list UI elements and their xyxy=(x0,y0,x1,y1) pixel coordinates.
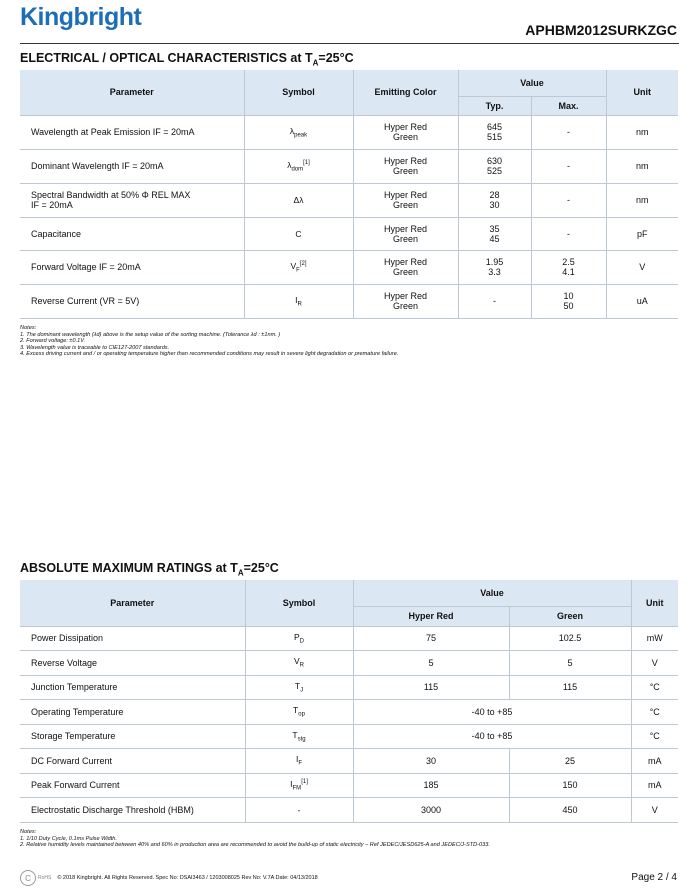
typ-value-cell-line1: - xyxy=(493,296,496,306)
symbol-cell xyxy=(245,798,353,823)
symbol-subscript: D xyxy=(299,638,304,645)
symbol-base: V xyxy=(293,656,300,667)
emitting-color-cell-line1: Hyper Red xyxy=(383,122,428,132)
emitting-color-cell-lines xyxy=(354,224,458,244)
rohs-label: RoHS xyxy=(38,875,52,881)
value-merged-cell: -40 to +85 xyxy=(353,700,631,725)
hyper-red-value-cell: 5 xyxy=(353,651,509,676)
emitting-color-cell-line2: Green xyxy=(392,267,418,277)
footer xyxy=(20,870,318,886)
emitting-color-cell xyxy=(353,284,458,318)
compliance-circle-icon: C xyxy=(20,870,36,886)
table-row xyxy=(20,149,678,183)
table-row xyxy=(20,798,678,823)
emitting-color-cell-line2: Green xyxy=(392,301,418,311)
max-value-cell-lines xyxy=(532,127,606,137)
parameter-cell: Storage Temperature xyxy=(20,724,245,749)
parameter-cell: Peak Forward Current xyxy=(20,773,245,798)
header-divider xyxy=(20,43,679,44)
typ-value-cell-line2: 515 xyxy=(486,132,503,142)
parameter-cell-line1: Spectral Bandwidth at 50% Φ REL MAX xyxy=(31,190,191,200)
unit-cell: nm xyxy=(606,183,678,217)
max-value-cell-line1: - xyxy=(567,195,570,205)
symbol-base: I xyxy=(295,754,299,765)
unit-cell: mA xyxy=(631,749,678,774)
emitting-color-cell-line1: Hyper Red xyxy=(383,257,428,267)
symbol-superscript: [2] xyxy=(299,260,307,267)
kingbright-logo: Kingbright xyxy=(20,3,142,31)
max-value-cell xyxy=(531,149,606,183)
col-header-color: Emitting Color xyxy=(353,70,458,115)
hyper-red-value-cell: 115 xyxy=(353,675,509,700)
typ-value-cell-line1: 35 xyxy=(489,223,500,234)
max-value-cell xyxy=(531,115,606,149)
unit-cell: °C xyxy=(631,675,678,700)
symbol-subscript: F xyxy=(298,761,303,768)
col-header-green: Green xyxy=(509,606,631,626)
symbol-superscript: [1] xyxy=(303,159,310,166)
emitting-color-cell-lines xyxy=(354,156,458,176)
typ-value-cell-line2: 30 xyxy=(489,200,500,210)
page-number: Page 2 / 4 xyxy=(631,872,677,883)
eo-notes xyxy=(20,325,398,358)
col-header-value: Value xyxy=(353,580,631,606)
unit-cell: V xyxy=(606,250,678,284)
unit-cell: mW xyxy=(631,626,678,651)
symbol-cell xyxy=(244,115,353,149)
green-value-cell: 5 xyxy=(509,651,631,676)
emitting-color-cell xyxy=(353,115,458,149)
symbol-base: P xyxy=(293,631,300,642)
symbol-base: V xyxy=(290,260,297,271)
symbol-cell xyxy=(245,700,353,725)
green-value-cell: 450 xyxy=(509,798,631,823)
unit-cell: nm xyxy=(606,115,678,149)
emitting-color-cell-lines xyxy=(354,122,458,142)
emitting-color-cell xyxy=(353,183,458,217)
typ-value-cell xyxy=(458,217,531,250)
typ-value-cell xyxy=(458,183,531,217)
parameter-cell: Junction Temperature xyxy=(20,675,245,700)
symbol-subscript: R xyxy=(297,301,302,308)
amr-notes xyxy=(20,829,490,849)
parameter-cell xyxy=(20,250,244,284)
parameter-cell-lines xyxy=(31,161,244,171)
emitting-color-cell-line2: Green xyxy=(392,233,418,244)
green-value-cell: 25 xyxy=(509,749,631,774)
symbol-subscript: op xyxy=(298,712,305,719)
typ-value-cell xyxy=(458,284,531,318)
parameter-cell xyxy=(20,183,244,217)
note-line: 4. Excess driving current and / or operating temperature higher than recommended conditions may result in severe light degradation or premature failure. xyxy=(20,351,399,357)
symbol-base: T xyxy=(294,680,301,691)
unit-cell: V xyxy=(631,798,678,823)
note-line: 3. Wavelength value is traceable to CIE127-2007 standards. xyxy=(20,344,170,351)
col-header-parameter: Parameter xyxy=(20,580,245,626)
note-line: Notes: xyxy=(20,829,37,835)
symbol-cell xyxy=(245,651,353,676)
symbol-cell xyxy=(245,773,353,798)
parameter-cell: Reverse Voltage xyxy=(20,651,245,676)
symbol-cell xyxy=(244,183,353,217)
table-row xyxy=(20,626,678,651)
unit-cell: V xyxy=(631,651,678,676)
symbol-subscript: R xyxy=(299,663,304,670)
table-row xyxy=(20,284,678,318)
note-line: Notes: xyxy=(20,325,37,331)
symbol-base: I xyxy=(295,294,298,305)
emitting-color-cell xyxy=(353,250,458,284)
max-value-cell xyxy=(531,284,606,318)
table-row xyxy=(20,749,678,774)
absolute-max-ratings-table xyxy=(20,580,678,823)
typ-value-cell-lines xyxy=(459,257,531,277)
col-header-unit: Unit xyxy=(631,580,678,626)
symbol-cell xyxy=(245,724,353,749)
typ-value-cell-line1: 28 xyxy=(489,190,500,200)
symbol-superscript: [1] xyxy=(301,779,308,786)
emitting-color-cell-line1: Hyper Red xyxy=(383,156,428,166)
symbol-subscript: FM xyxy=(292,785,302,792)
green-value-cell: 150 xyxy=(509,773,631,798)
eo-section-title: ELECTRICAL / OPTICAL CHARACTERISTICS at $T_A=25^\circ C$ xyxy=(20,51,354,68)
max-value-cell-line2: 50 xyxy=(563,301,574,311)
max-value-cell-lines xyxy=(532,195,606,205)
typ-value-cell-line1: 645 xyxy=(486,122,503,132)
note-line: 2. Relative humidity levels maintained between 40% and 60% in production area are recommended to avoid the build-up of static electricity – Ref JEDEC/JESD625-A and JEDEC/J-STD-033. xyxy=(20,842,490,848)
typ-value-cell xyxy=(458,149,531,183)
unit-cell: °C xyxy=(631,700,678,725)
parameter-cell xyxy=(20,217,244,250)
typ-value-cell-line2: 45 xyxy=(489,233,500,244)
parameter-cell-line1: Reverse Current (VR = 5V) xyxy=(31,296,140,306)
unit-cell: °C xyxy=(631,724,678,749)
parameter-cell-lines xyxy=(31,296,244,306)
table-row xyxy=(20,700,678,725)
symbol-cell xyxy=(245,749,353,774)
typ-value-cell xyxy=(458,115,531,149)
typ-value-cell xyxy=(458,250,531,284)
electrical-optical-table xyxy=(20,70,678,319)
symbol-cell xyxy=(244,149,353,183)
typ-value-cell-lines xyxy=(459,190,531,210)
symbol-base: T xyxy=(292,729,298,740)
typ-value-cell-line2: 3.3 xyxy=(488,267,501,277)
max-value-cell-lines xyxy=(532,161,606,171)
emitting-color-cell-line2: Green xyxy=(392,166,418,176)
table-row xyxy=(20,115,678,149)
symbol-base: λ xyxy=(287,159,292,170)
symbol-cell xyxy=(245,675,353,700)
max-value-cell-lines xyxy=(532,229,606,239)
symbol-base: Δλ xyxy=(293,195,304,205)
parameter-cell-lines xyxy=(31,262,244,272)
typ-value-cell-lines xyxy=(459,122,531,142)
note-line: 1. The dominant wavelength (λd) above is the setup value of the sorting machine. (Tolerance λd : ±1nm. ) xyxy=(20,331,281,338)
col-header-symbol: Symbol xyxy=(244,70,353,115)
parameter-cell xyxy=(20,284,244,318)
hyper-red-value-cell: 30 xyxy=(353,749,509,774)
emitting-color-cell-lines xyxy=(354,291,458,311)
emitting-color-cell-line2: Green xyxy=(392,200,418,210)
symbol-base: - xyxy=(297,804,301,815)
hyper-red-value-cell: 75 xyxy=(353,626,509,651)
max-value-cell xyxy=(531,250,606,284)
max-value-cell xyxy=(531,217,606,250)
note-line: 1. 1/10 Duty Cycle, 0.1ms Pulse Width. xyxy=(20,835,117,842)
parameter-cell: DC Forward Current xyxy=(20,749,245,774)
part-number: APHBM2012SURKZGC xyxy=(525,22,677,38)
symbol-base: λ xyxy=(289,125,295,136)
col-header-hyper-red: Hyper Red xyxy=(353,606,509,626)
typ-value-cell-line2: 525 xyxy=(486,166,503,176)
max-value-cell-line2: 4.1 xyxy=(562,267,575,277)
table-row xyxy=(20,675,678,700)
table-row xyxy=(20,724,678,749)
emitting-color-cell-lines xyxy=(354,190,458,210)
parameter-cell xyxy=(20,149,244,183)
symbol-base: T xyxy=(293,705,299,716)
col-header-typ: Typ. xyxy=(458,96,531,115)
max-value-cell-line1: - xyxy=(567,127,570,137)
table-row xyxy=(20,217,678,250)
green-value-cell: 102.5 xyxy=(509,626,631,651)
table-row xyxy=(20,250,678,284)
unit-cell: mA xyxy=(631,773,678,798)
emitting-color-cell-line1: Hyper Red xyxy=(383,223,428,234)
note-line: 2. Forward voltage: ±0.1V. xyxy=(20,338,86,344)
symbol-cell xyxy=(244,217,353,250)
typ-value-cell-lines xyxy=(459,224,531,244)
parameter-cell-line1: Forward Voltage IF = 20mA xyxy=(31,262,141,272)
table-row xyxy=(20,183,678,217)
typ-value-cell-lines xyxy=(459,296,531,306)
table-row xyxy=(20,773,678,798)
parameter-cell-lines xyxy=(31,190,244,210)
emitting-color-cell xyxy=(353,217,458,250)
amr-section-title: ABSOLUTE MAXIMUM RATINGS at $T_A=25^\circ C$ xyxy=(20,561,279,578)
col-header-value: Value xyxy=(458,70,606,96)
max-value-cell-line1: 2.5 xyxy=(562,257,575,267)
parameter-cell: Electrostatic Discharge Threshold (HBM) xyxy=(20,798,245,823)
parameter-cell-line1: Dominant Wavelength IF = 20mA xyxy=(31,161,164,171)
col-header-max: Max. xyxy=(531,96,606,115)
max-value-cell-lines xyxy=(532,257,606,277)
symbol-subscript: F xyxy=(296,267,300,274)
parameter-cell xyxy=(20,115,244,149)
table-row xyxy=(20,651,678,676)
symbol-subscript: dom xyxy=(291,166,304,173)
symbol-cell xyxy=(244,250,353,284)
symbol-cell xyxy=(244,284,353,318)
value-merged-cell: -40 to +85 xyxy=(353,724,631,749)
parameter-cell-line1: Capacitance xyxy=(31,228,82,239)
parameter-cell-line1: Wavelength at Peak Emission IF = 20mA xyxy=(31,127,195,137)
parameter-cell-lines xyxy=(31,229,244,239)
unit-cell: uA xyxy=(606,284,678,318)
emitting-color-cell-lines xyxy=(354,257,458,277)
parameter-cell: Power Dissipation xyxy=(20,626,245,651)
symbol-base: I xyxy=(290,778,293,789)
max-value-cell-lines xyxy=(532,291,606,311)
max-value-cell-line1: - xyxy=(567,161,570,171)
typ-value-cell-lines xyxy=(459,156,531,176)
max-value-cell-line1: - xyxy=(567,228,570,239)
hyper-red-value-cell: 185 xyxy=(353,773,509,798)
emitting-color-cell-line1: Hyper Red xyxy=(383,291,428,301)
symbol-subscript: J xyxy=(300,687,304,694)
typ-value-cell-line1: 630 xyxy=(486,156,503,166)
footer-text: © 2018 Kingbright. All Rights Reserved. Spec No: DSAI3463 / 1203008025 Rev No: V.7A Date: 04/13/2018 xyxy=(57,875,318,881)
unit-cell: pF xyxy=(606,217,678,250)
unit-cell: nm xyxy=(606,149,678,183)
col-header-parameter: Parameter xyxy=(20,70,244,115)
symbol-base: C xyxy=(295,228,302,239)
parameter-cell-lines xyxy=(31,127,244,137)
col-header-unit: Unit xyxy=(606,70,678,115)
green-value-cell: 115 xyxy=(509,675,631,700)
symbol-subscript: stg xyxy=(297,736,306,743)
symbol-cell xyxy=(245,626,353,651)
emitting-color-cell xyxy=(353,149,458,183)
col-header-symbol: Symbol xyxy=(245,580,353,626)
max-value-cell-line1: 10 xyxy=(563,291,574,301)
typ-value-cell-line1: 1.95 xyxy=(485,257,504,267)
parameter-cell: Operating Temperature xyxy=(20,700,245,725)
hyper-red-value-cell: 3000 xyxy=(353,798,509,823)
emitting-color-cell-line2: Green xyxy=(392,132,418,142)
parameter-cell-line2: IF = 20mA xyxy=(31,200,73,210)
symbol-subscript: peak xyxy=(294,132,308,139)
max-value-cell xyxy=(531,183,606,217)
emitting-color-cell-line1: Hyper Red xyxy=(383,190,428,200)
